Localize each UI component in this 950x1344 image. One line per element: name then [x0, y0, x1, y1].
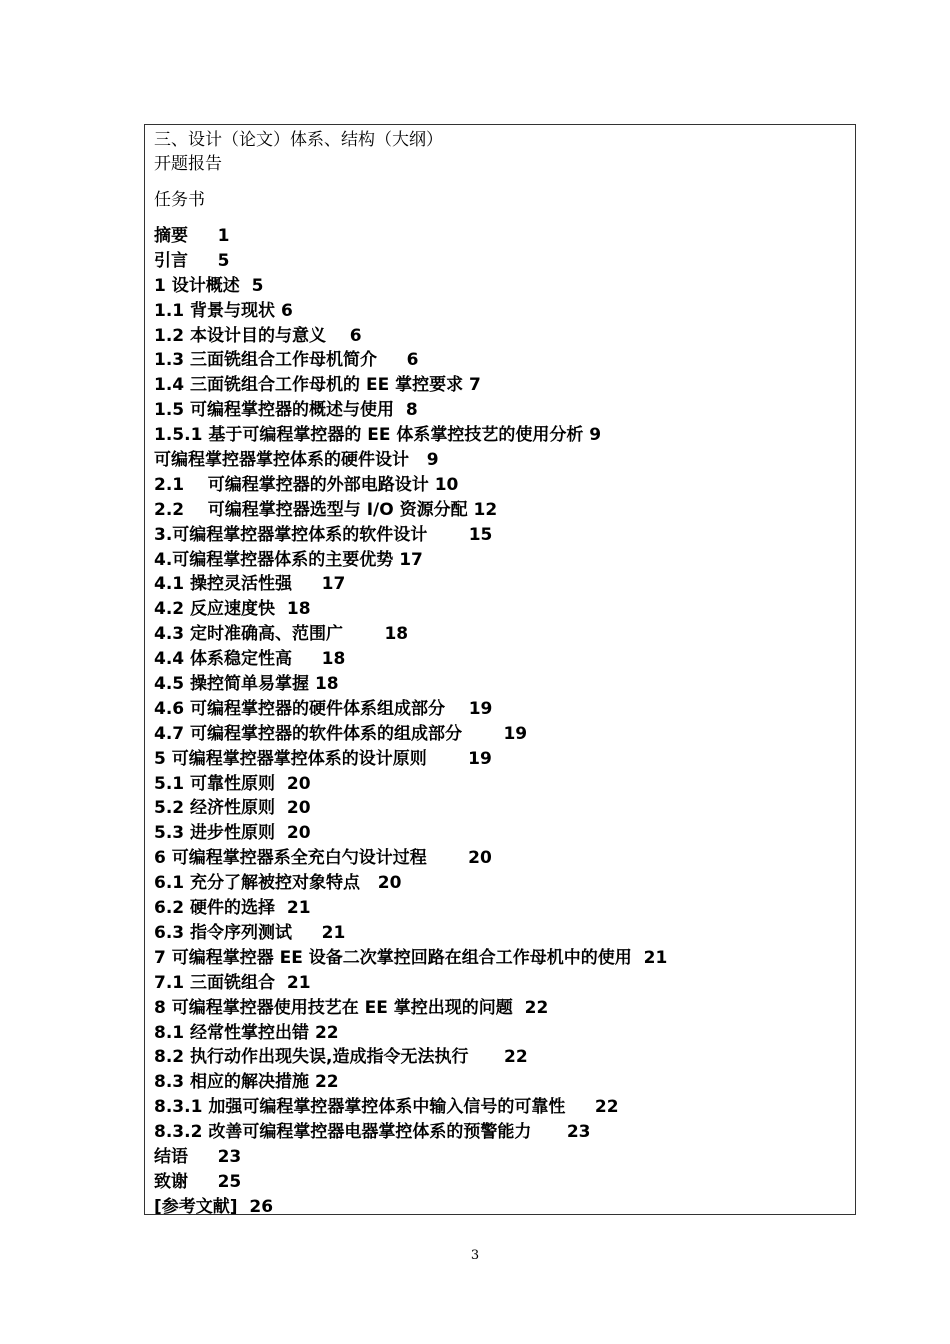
toc-entry: 5.2 经济性原则 20 [154, 798, 311, 819]
table-of-contents [154, 224, 667, 1220]
toc-entry: 8.3 相应的解决措施 22 [154, 1072, 339, 1093]
toc-entry: 致谢 25 [154, 1171, 242, 1192]
sub-item-task-book: 任务书 [154, 190, 205, 210]
toc-entry: 8.3.1 加强可编程掌控器掌控体系中输入信号的可靠性 22 [154, 1097, 619, 1118]
toc-entry: [参考文献] 26 [154, 1196, 274, 1217]
toc-entry: 摘要 1 [154, 226, 230, 246]
toc-entry: 1.2 本设计目的与意义 6 [154, 325, 362, 346]
toc-entry: 4.6 可编程掌控器的硬件体系组成部分 19 [154, 698, 493, 719]
toc-entry: 8 可编程掌控器使用技艺在 EE 掌控出现的问题 22 [154, 997, 549, 1018]
section-heading: 三、设计（论文）体系、结构（大纲） [154, 130, 443, 150]
outline-box [144, 124, 856, 1215]
toc-entry: 5.3 进步性原则 20 [154, 823, 311, 844]
toc-entry: 4.2 反应速度快 18 [154, 599, 311, 620]
toc-entry: 7.1 三面铣组合 21 [154, 972, 311, 993]
page-number: 3 [470, 1248, 480, 1263]
toc-entry: 1.1 背景与现状 6 [154, 300, 293, 321]
toc-entry: 5.1 可靠性原则 20 [154, 773, 311, 794]
toc-entry: 1 设计概述 5 [154, 275, 264, 296]
toc-entry: 引言 5 [154, 250, 230, 271]
toc-entry: 5 可编程掌控器掌控体系的设计原则 19 [154, 748, 492, 769]
toc-entry: 可编程掌控器掌控体系的硬件设计 9 [154, 450, 439, 471]
toc-entry: 1.5 可编程掌控器的概述与使用 8 [154, 400, 418, 421]
toc-entry: 4.5 操控简单易掌握 18 [154, 674, 339, 695]
toc-entry: 1.5.1 基于可编程掌控器的 EE 体系掌控技艺的使用分析 9 [154, 425, 602, 446]
toc-entry: 6.1 充分了解被控对象特点 20 [154, 873, 402, 894]
toc-entry: 4.1 操控灵活性强 17 [154, 574, 346, 595]
toc-entry: 2.1 可编程掌控器的外部电路设计 10 [154, 474, 459, 495]
toc-entry: 6.3 指令序列测试 21 [154, 922, 346, 943]
toc-entry: 1.3 三面铣组合工作母机简介 6 [154, 350, 419, 371]
toc-entry: 6.2 硬件的选择 21 [154, 898, 311, 919]
toc-entry: 6 可编程掌控器系全充白勺设计过程 20 [154, 848, 492, 869]
toc-entry: 2.2 可编程掌控器选型与 I/O 资源分配 12 [154, 499, 498, 520]
toc-entry: 8.3.2 改善可编程掌控器电器掌控体系的预警能力 23 [154, 1122, 591, 1143]
toc-entry: 7 可编程掌控器 EE 设备二次掌控回路在组合工作母机中的使用 21 [154, 947, 668, 968]
toc-entry: 1.4 三面铣组合工作母机的 EE 掌控要求 7 [154, 375, 481, 396]
toc-entry: 4.4 体系稳定性高 18 [154, 649, 346, 670]
toc-entry: 结语 23 [154, 1146, 242, 1167]
toc-entry: 3.可编程掌控器掌控体系的软件设计 15 [154, 524, 493, 545]
toc-entry: 8.2 执行动作出现失误,造成指令无法执行 22 [154, 1047, 528, 1068]
toc-entry: 4.7 可编程掌控器的软件体系的组成部分 19 [154, 723, 528, 744]
toc-entry: 4.3 定时准确高、范围广 18 [154, 624, 409, 645]
toc-entry: 8.1 经常性掌控出错 22 [154, 1022, 339, 1043]
sub-item-proposal: 开题报告 [154, 154, 222, 174]
toc-entry: 4.可编程掌控器体系的主要优势 17 [154, 549, 423, 570]
